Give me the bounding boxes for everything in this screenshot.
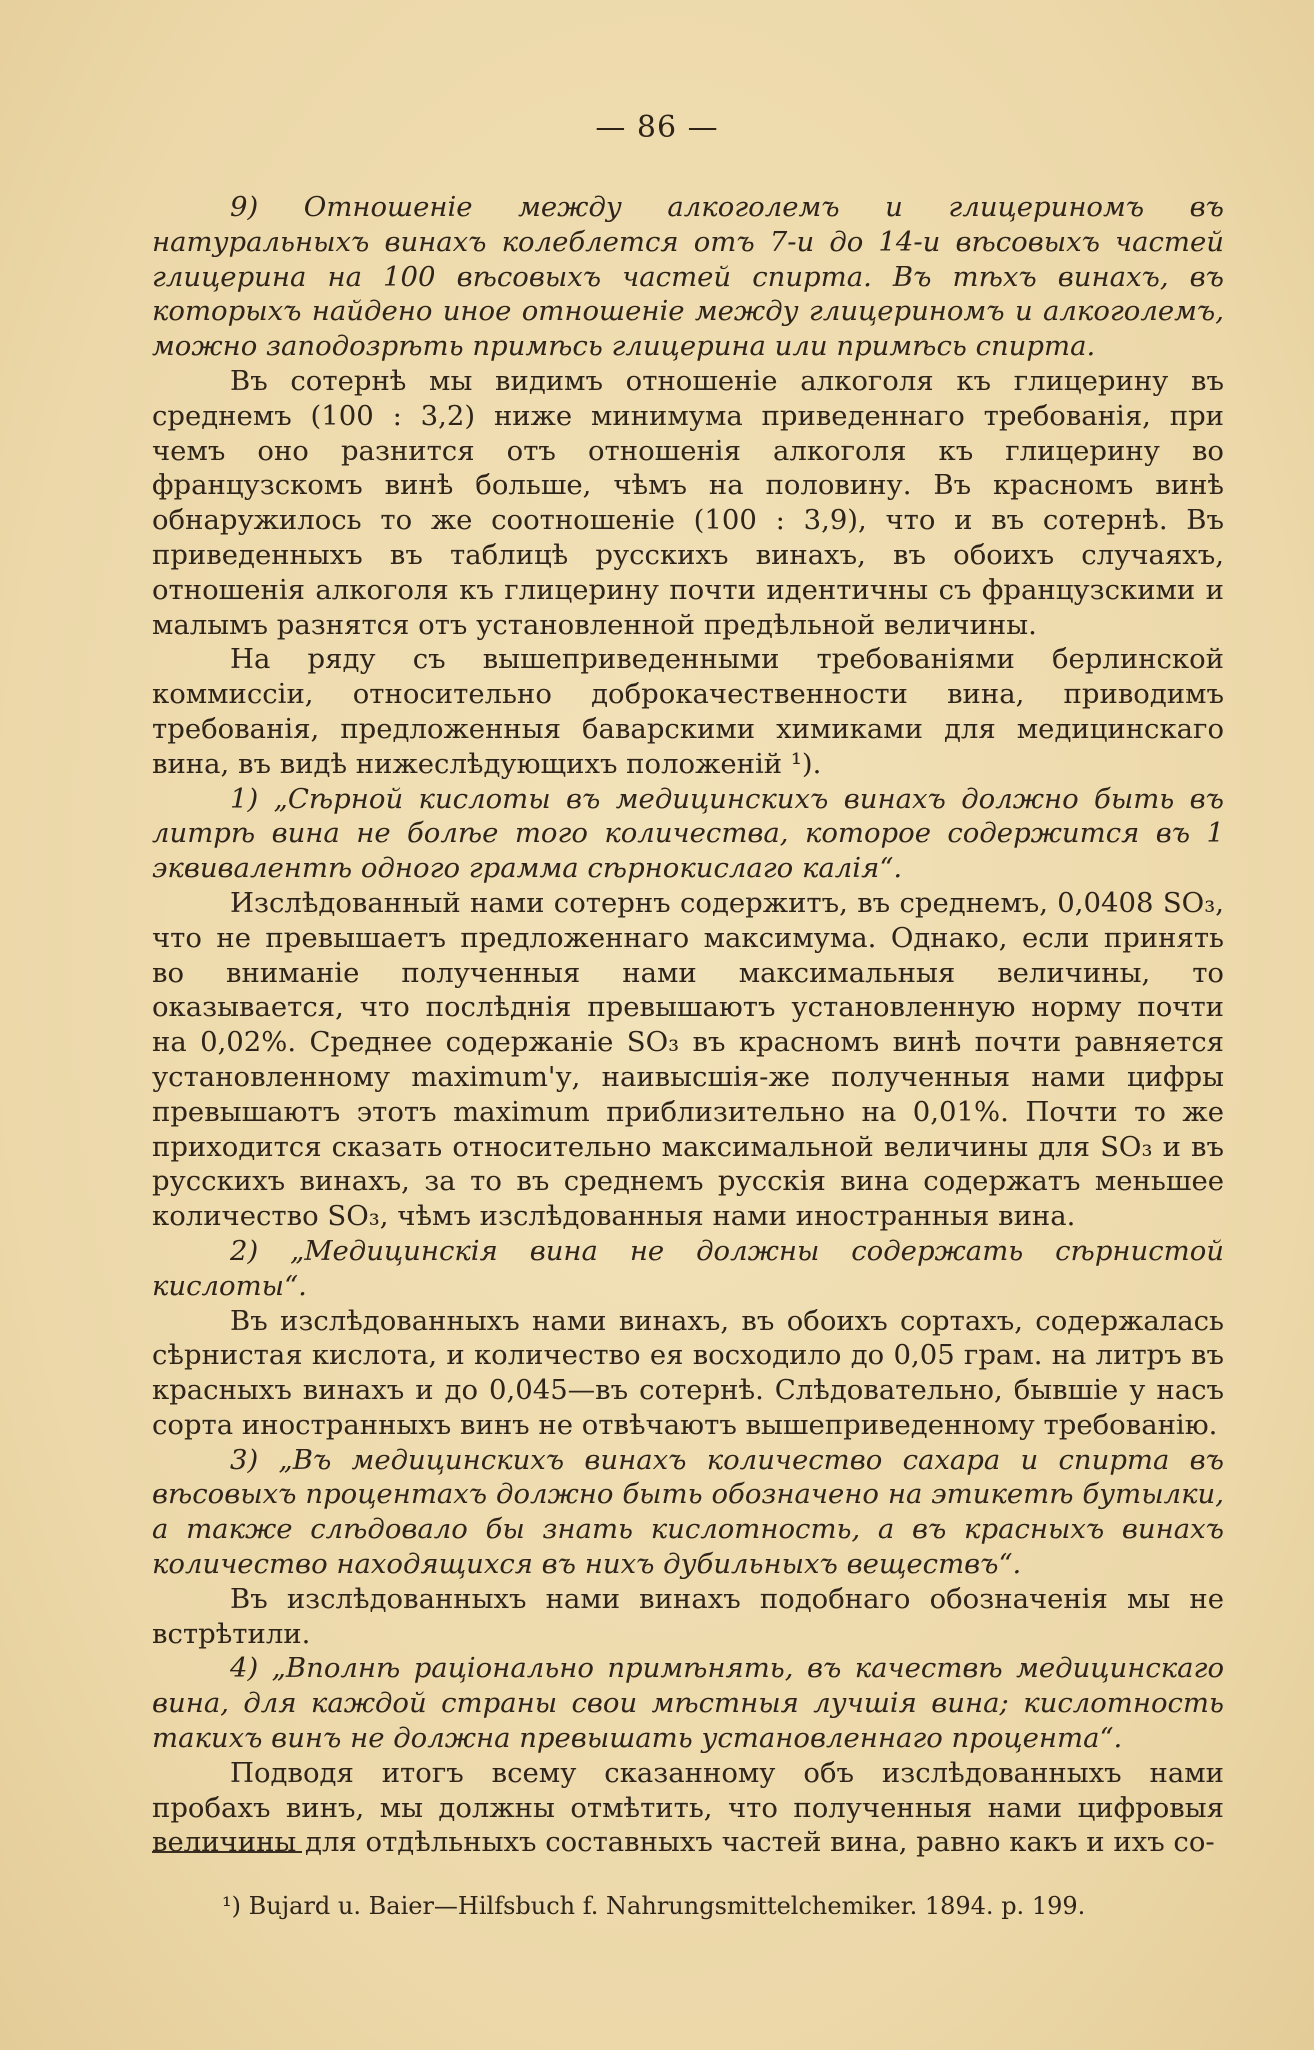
paragraph-so3-analysis: Изслѣдованный нами сотернъ содержитъ, въ среднемъ, 0,0408 SO₃, что не превышаетъ предложеннаго максимума. Однако, если принять во вниманіе полученныя нами максимальныя величины, то оказывается, что послѣднія превышаютъ установленную норму почти на 0,02%. Среднее содержаніе SO₃ въ красномъ винѣ почти равняется установленному maximum'у, наивысшія-же полученныя нами цифры превышаютъ этотъ maximum приблизительно на 0,01%. Почти то же приходится сказать относительно максимальной величины для SO₃ и въ русскихъ винахъ, за то въ среднемъ русскія вина содержатъ меньшее количество SO₃, чѣмъ изслѣдованныя нами иностранныя вина. <box>152 886 1224 1233</box>
paragraph-sauternes-ratio: Въ сотернѣ мы видимъ отношеніе алкоголя къ глицерину въ среднемъ (100 : 3,2) ниже минимума приведеннаго требованія, при чемъ оно разнится отъ отношенія алкоголя къ глицерину во французскомъ винѣ больше, чѣмъ на половину. Въ красномъ винѣ обнаружилось то же соотношеніе (100 : 3,9), что и въ сотернѣ. Въ приведенныхъ въ таблицѣ русскихъ винахъ, въ обоихъ случаяхъ, отношенія алкоголя къ глицерину почти идентичны съ французскими и малымъ разнятся отъ установленной предѣльной величины. <box>152 364 1224 641</box>
footnote: ¹) Bujard u. Baier—Hilfsbuch f. Nahrungsmittelchemiker. 1894. p. 199. <box>222 1892 1086 1920</box>
paragraph-requirement-9: 9) Отношеніе между алкоголемъ и глицериномъ въ натуральныхъ винахъ колеблется отъ 7-и до 14-и вѣсовыхъ частей глицерина на 100 вѣсовыхъ частей спирта. Въ тѣхъ винахъ, въ которыхъ найдено иное отношеніе между глицериномъ и алкоголемъ, можно заподозрѣть примѣсь глицерина или примѣсь спирта. <box>152 191 1224 363</box>
paragraph-requirement-1: 1) „Сѣрной кислоты въ медицинскихъ винахъ должно быть въ литрѣ вина не болѣе того количества, которое содержится въ 1 эквивалентѣ одного грамма сѣрнокислаго калія“. <box>152 782 1224 885</box>
paragraph-sulfurous-acid: Въ изслѣдованныхъ нами винахъ, въ обоихъ сортахъ, содержалась сѣрнистая кислота, и количество ея восходило до 0,05 грам. на литръ въ красныхъ винахъ и до 0,045—въ сотернѣ. Слѣдовательно, бывшіе у насъ сорта иностранныхъ винъ не отвѣчаютъ вышеприведенному требованію. <box>152 1304 1224 1441</box>
paragraph-bavarian-requirements: На ряду съ вышеприведенными требованіями берлинской коммиссіи, относительно доброкачественности вина, приводимъ требованія, предложенныя баварскими химиками для медицинскаго вина, въ видѣ нижеслѣдующихъ положеній ¹). <box>152 643 1224 780</box>
paragraph-summary: Подводя итогъ всему сказанному объ изслѣдованныхъ нами пробахъ винъ, мы должны отмѣтить, что полученныя нами цифровыя величины для отдѣльныхъ составныхъ частей вина, равно какъ и ихъ со- <box>152 1756 1224 1859</box>
paragraph-requirement-2: 2) „Медицинскія вина не должны содержать сѣрнистой кислоты“. <box>152 1234 1224 1302</box>
footnote-divider <box>152 1851 302 1853</box>
page-number: — 86 — <box>595 110 719 145</box>
paragraph-requirement-3: 3) „Въ медицинскихъ винахъ количество сахара и спирта въ вѣсовыхъ процентахъ должно быть обозначено на этикетѣ бутылки, а также слѣдовало бы знать кислотность, а въ красныхъ винахъ количество находящихся въ нихъ дубильныхъ веществъ“. <box>152 1443 1224 1581</box>
paragraph-labeling: Въ изслѣдованныхъ нами винахъ подобнаго обозначенія мы не встрѣтили. <box>152 1582 1224 1650</box>
paragraph-requirement-4: 4) „Вполнѣ раціонально примѣнять, въ качествѣ медицинскаго вина, для каждой страны свои мѣстныя лучшія вина; кислотность такихъ винъ не должна превышать установленнаго процента“. <box>152 1652 1224 1755</box>
body-text <box>152 190 1224 1860</box>
